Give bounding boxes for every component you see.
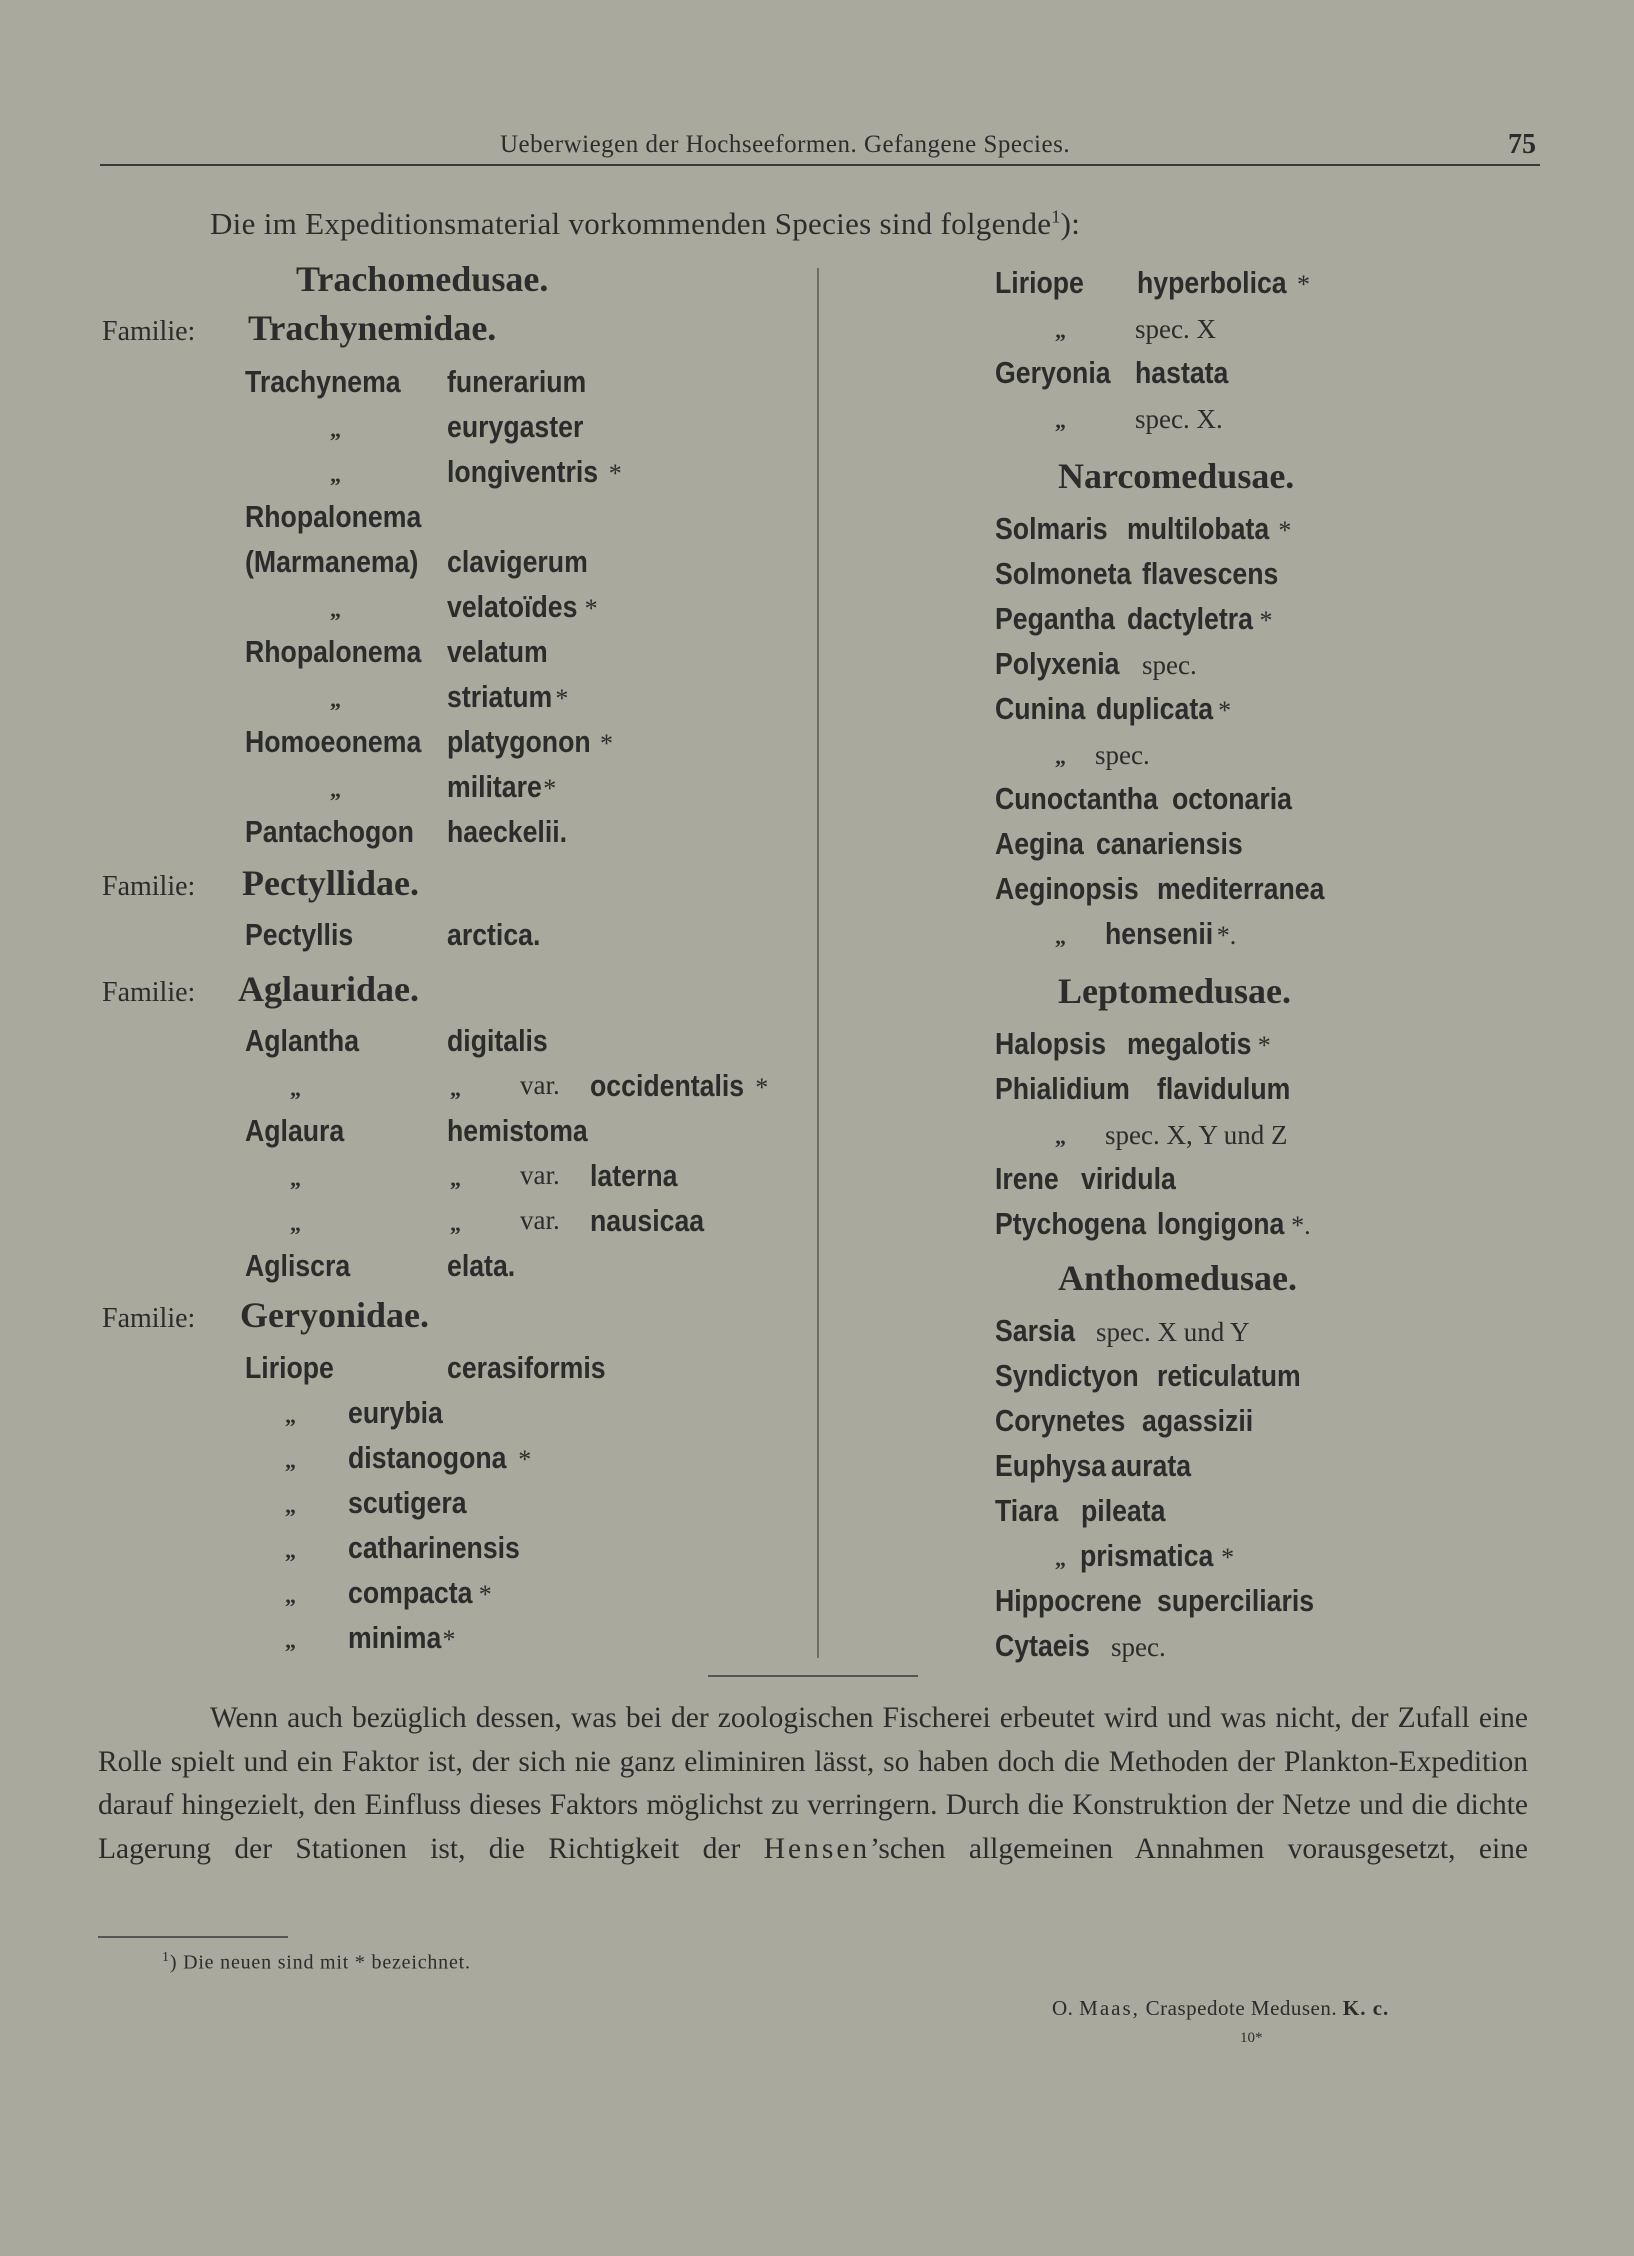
species-epithet-wrap <box>1135 355 1244 391</box>
spec-note: spec. X, Y und Z <box>1105 1120 1288 1150</box>
genus: „ <box>285 1583 296 1608</box>
species-epithet-wrap <box>1157 1071 1312 1107</box>
genus: Cunoctantha <box>995 781 1158 816</box>
species-epithet-wrap <box>1157 1206 1311 1242</box>
intro-sentence <box>210 206 1080 242</box>
species-epithet: clavigerum <box>447 544 588 579</box>
species-epithet: scutigera <box>348 1485 467 1520</box>
genus: Aeginopsis <box>995 871 1139 906</box>
genus: Syndictyon <box>995 1358 1139 1393</box>
genus: Aglaura <box>245 1113 345 1148</box>
family-label: Familie: <box>102 316 196 347</box>
genus: „ <box>290 1076 301 1101</box>
genus: Euphysa <box>995 1448 1107 1483</box>
species-epithet: hensenii <box>1105 916 1214 951</box>
new-species-mark: * <box>1297 270 1310 299</box>
species-epithet: arctica. <box>447 917 541 952</box>
species-epithet: haeckelii. <box>447 814 568 849</box>
new-species-mark: * <box>518 1445 532 1474</box>
species-epithet-wrap <box>590 1158 692 1194</box>
species-epithet: flavescens <box>1142 556 1279 591</box>
species-epithet: militare <box>447 769 542 804</box>
species-epithet-wrap <box>447 1023 564 1059</box>
species-epithet: aurata <box>1111 1448 1192 1483</box>
species-epithet-wrap <box>348 1620 456 1656</box>
species-epithet-wrap <box>1080 1538 1234 1574</box>
genus: „ <box>285 1403 296 1428</box>
genus: „ <box>330 462 341 487</box>
genus: Solmaris <box>995 511 1108 546</box>
species-epithet-wrap <box>1157 1358 1324 1394</box>
genus: Corynetes <box>995 1403 1126 1438</box>
paragraph-text-after: ’schen allgemeinen Annahmen vorausgesetzt, eine <box>870 1832 1528 1865</box>
species-epithet-wrap <box>1095 736 1150 772</box>
group-heading: Leptomedusae. <box>1058 971 1291 1011</box>
spec-note: spec. <box>1142 650 1197 680</box>
species-epithet-wrap <box>1105 916 1236 952</box>
paragraph-name-spaced: Hensen <box>763 1832 871 1865</box>
species-epithet-wrap <box>348 1575 492 1611</box>
footnote-mark: 1 <box>162 1950 170 1965</box>
spec-note: spec. X <box>1135 314 1216 344</box>
species-epithet-wrap <box>1111 1448 1204 1484</box>
species-epithet: hyperbolica <box>1137 265 1287 300</box>
new-species-mark: * <box>1218 696 1232 725</box>
genus: Pectyllis <box>245 917 354 952</box>
species-epithet: striatum <box>447 679 553 714</box>
family-label: Familie: <box>102 1303 196 1334</box>
new-species-mark: * <box>1259 606 1273 635</box>
spec-note: spec. X. <box>1135 404 1223 434</box>
genus: „ <box>1055 1546 1066 1571</box>
signature-author: Maas, <box>1079 1996 1140 2020</box>
species-epithet: megalotis <box>1127 1026 1252 1061</box>
species-epithet-wrap <box>447 814 587 850</box>
species-epithet-wrap <box>1111 1628 1166 1664</box>
species-epithet-wrap <box>447 1248 526 1284</box>
species-epithet-wrap <box>447 769 556 805</box>
genus: Agliscra <box>245 1248 351 1283</box>
genus: Polyxenia <box>995 646 1120 681</box>
family-label: Familie: <box>102 871 196 902</box>
species-epithet-wrap <box>1157 871 1352 907</box>
species-epithet: multilobata <box>1127 511 1270 546</box>
species-epithet-wrap <box>447 724 613 760</box>
footnote-text: ) Die neuen sind mit * bezeichnet. <box>169 1951 471 1974</box>
species-epithet-wrap <box>348 1485 486 1521</box>
species-epithet-wrap <box>1172 781 1312 817</box>
genus: Cytaeis <box>995 1628 1090 1663</box>
genus-ditto: „ <box>450 1076 461 1101</box>
new-species-mark: * <box>1278 516 1292 545</box>
species-epithet: eurybia <box>348 1395 443 1430</box>
species-epithet: distanogona <box>348 1440 507 1475</box>
group-heading: Anthomedusae. <box>1058 1258 1298 1298</box>
species-epithet-wrap <box>1142 556 1301 592</box>
species-epithet-wrap <box>447 1113 611 1149</box>
group-heading: Narcomedusae. <box>1058 456 1295 496</box>
new-species-mark: * <box>608 459 622 488</box>
species-epithet: digitalis <box>447 1023 548 1058</box>
species-epithet: elata. <box>447 1248 516 1283</box>
species-epithet-wrap <box>447 1350 631 1386</box>
group-heading-trachomedusae: Trachomedusae. <box>296 259 549 299</box>
genus: „ <box>285 1628 296 1653</box>
variety-label: var. <box>520 1205 560 1235</box>
species-epithet-wrap <box>348 1395 458 1431</box>
species-epithet: laterna <box>590 1158 678 1193</box>
genus: Aglantha <box>245 1023 360 1058</box>
species-epithet-wrap <box>447 364 609 400</box>
genus: „ <box>1055 744 1066 769</box>
genus: Rhopalonema <box>245 634 422 669</box>
paragraph-text-before: Wenn auch bezüglich dessen, was bei der zoologischen Fischerei erbeutet wird und was nicht, der Zufall eine Rolle spielt und ein Faktor ist, der sich nie ganz eliminiren lässt, so haben doch die Methoden der Plankton-Expedition darauf hingezielt, den Einfluss dieses Faktors möglichst zu verringern. Durch die Konstruktion der Netze und die dichte Lagerung der Stationen ist, die Richtigkeit der <box>98 1702 1528 1865</box>
intro-suffix: ): <box>1060 206 1081 241</box>
species-epithet-wrap <box>447 454 622 490</box>
species-epithet: pileata <box>1081 1493 1166 1528</box>
species-epithet-wrap <box>447 634 564 670</box>
species-epithet: hemistoma <box>447 1113 588 1148</box>
species-epithet-wrap <box>1127 601 1272 637</box>
genus: Halopsis <box>995 1026 1107 1061</box>
spec-note: spec. X und Y <box>1096 1317 1250 1347</box>
species-epithet-wrap <box>1135 310 1216 346</box>
new-species-mark: * <box>1257 1031 1271 1060</box>
genus: Tiara <box>995 1493 1059 1528</box>
genus: „ <box>1055 924 1066 949</box>
species-epithet-wrap <box>1105 1116 1287 1152</box>
species-epithet: platygonon <box>447 724 591 759</box>
genus: „ <box>1055 408 1066 433</box>
genus: „ <box>290 1166 301 1191</box>
genus: Cunina <box>995 691 1086 726</box>
species-epithet-wrap <box>348 1530 548 1566</box>
species-epithet: longiventris <box>447 454 599 489</box>
new-species-mark: * <box>584 594 598 623</box>
genus: Trachynema <box>245 364 401 399</box>
section-divider <box>708 1675 918 1677</box>
genus-ditto: „ <box>450 1166 461 1191</box>
header-rule <box>100 164 1540 166</box>
species-epithet-wrap <box>1157 1583 1340 1619</box>
family-label: Familie: <box>102 977 196 1008</box>
species-epithet: occidentalis <box>590 1068 745 1103</box>
species-epithet: nausicaa <box>590 1203 705 1238</box>
species-epithet: funerarium <box>447 364 587 399</box>
intro-footnote-mark: 1 <box>1051 206 1061 227</box>
genus: Liriope <box>995 265 1084 300</box>
genus: „ <box>285 1538 296 1563</box>
genus: Sarsia <box>995 1313 1076 1348</box>
new-species-mark: * <box>442 1625 456 1654</box>
species-epithet-wrap <box>1127 511 1291 547</box>
species-epithet-wrap <box>1137 265 1310 301</box>
genus: „ <box>1055 1124 1066 1149</box>
sheet-mark: 10* <box>1240 2030 1263 2046</box>
variety-label: var. <box>520 1070 560 1100</box>
species-epithet: prismatica <box>1080 1538 1214 1573</box>
species-epithet: velatoïdes <box>447 589 578 624</box>
species-epithet-wrap <box>348 1440 531 1476</box>
genus: Aegina <box>995 826 1084 861</box>
new-species-mark: * <box>555 684 569 713</box>
new-species-mark: *. <box>1291 1211 1311 1240</box>
genus: „ <box>290 1211 301 1236</box>
paragraph-text <box>98 1697 1528 1871</box>
footnote-rule <box>98 1936 288 1938</box>
species-epithet: superciliaris <box>1157 1583 1315 1618</box>
species-epithet: velatum <box>447 634 548 669</box>
species-epithet: minima <box>348 1620 442 1655</box>
variety-label: var. <box>520 1160 560 1190</box>
family-name: Pectyllidae. <box>242 863 419 903</box>
genus: „ <box>330 777 341 802</box>
genus: Pegantha <box>995 601 1115 636</box>
species-epithet: duplicata <box>1096 691 1214 726</box>
spec-note: spec. <box>1095 740 1150 770</box>
genus: Pantachogon <box>245 814 414 849</box>
genus: „ <box>285 1448 296 1473</box>
species-epithet: catharinensis <box>348 1530 520 1565</box>
species-epithet: flavidulum <box>1157 1071 1291 1106</box>
intro-text: Die im Expeditionsmaterial vorkommenden Species sind folgende <box>210 206 1052 241</box>
species-epithet: dactyletra <box>1127 601 1253 636</box>
family-name: Aglauridae. <box>238 969 420 1009</box>
page-number: 75 <box>1508 129 1536 160</box>
genus: „ <box>285 1493 296 1518</box>
new-species-mark: *. <box>1216 921 1237 950</box>
species-epithet-wrap <box>1096 1313 1249 1349</box>
species-epithet-wrap <box>447 917 556 953</box>
genus: Hippocrene <box>995 1583 1142 1618</box>
species-epithet-wrap <box>447 589 598 625</box>
family-name: Trachynemidae. <box>248 308 497 348</box>
species-epithet-wrap <box>1142 646 1197 682</box>
genus: Homoeonema <box>245 724 422 759</box>
species-epithet-wrap <box>1096 826 1267 862</box>
body-paragraph <box>98 1697 1528 1871</box>
species-epithet: agassizii <box>1142 1403 1254 1438</box>
species-epithet: viridula <box>1081 1161 1176 1196</box>
spec-note: spec. <box>1111 1632 1166 1662</box>
species-epithet-wrap <box>590 1068 768 1104</box>
species-epithet: cerasiformis <box>447 1350 606 1385</box>
species-epithet-wrap <box>1142 1403 1271 1439</box>
column-rule <box>817 268 819 1658</box>
species-epithet-wrap <box>1127 1026 1271 1062</box>
species-epithet: compacta <box>348 1575 473 1610</box>
new-species-mark: * <box>600 729 614 758</box>
signature-section: K. c. <box>1342 1996 1390 2020</box>
species-epithet-wrap <box>590 1203 723 1239</box>
species-epithet: eurygaster <box>447 409 584 444</box>
new-species-mark: * <box>755 1073 769 1102</box>
new-species-mark: * <box>543 774 557 803</box>
genus: Solmoneta <box>995 556 1132 591</box>
running-title: Ueberwiegen der Hochseeformen. Gefangene Species. <box>500 131 1071 158</box>
genus: „ <box>1055 318 1066 343</box>
species-epithet-wrap <box>1081 1161 1191 1197</box>
genus-ditto: „ <box>450 1211 461 1236</box>
genus: Ptychogena <box>995 1206 1147 1241</box>
species-epithet: octonaria <box>1172 781 1292 816</box>
species-epithet-wrap <box>1081 1493 1179 1529</box>
genus: (Marmanema) <box>245 544 419 579</box>
footnote <box>162 1950 471 1975</box>
species-epithet-wrap <box>447 409 606 445</box>
species-epithet-wrap <box>447 544 611 580</box>
genus: „ <box>330 597 341 622</box>
species-epithet-wrap <box>447 679 568 715</box>
genus: Irene <box>995 1161 1059 1196</box>
signature-work: Craspedote Medusen. <box>1145 1996 1338 2020</box>
species-epithet-wrap <box>1096 691 1231 727</box>
genus: Phialidium <box>995 1071 1130 1106</box>
species-epithet: reticulatum <box>1157 1358 1301 1393</box>
species-epithet: longigona <box>1157 1206 1285 1241</box>
genus: Liriope <box>245 1350 334 1385</box>
new-species-mark: * <box>1221 1543 1235 1572</box>
genus: „ <box>330 417 341 442</box>
species-epithet: hastata <box>1135 355 1229 390</box>
species-epithet: canariensis <box>1096 826 1243 861</box>
signature-initial: O. <box>1052 1996 1074 2020</box>
new-species-mark: * <box>478 1580 492 1609</box>
genus: Rhopalonema <box>245 499 422 534</box>
signature <box>1052 1996 1389 2021</box>
species-epithet-wrap <box>1135 400 1223 436</box>
species-epithet: mediterranea <box>1157 871 1325 906</box>
genus: „ <box>330 687 341 712</box>
genus: Geryonia <box>995 355 1111 390</box>
family-name: Geryonidae. <box>240 1295 429 1335</box>
